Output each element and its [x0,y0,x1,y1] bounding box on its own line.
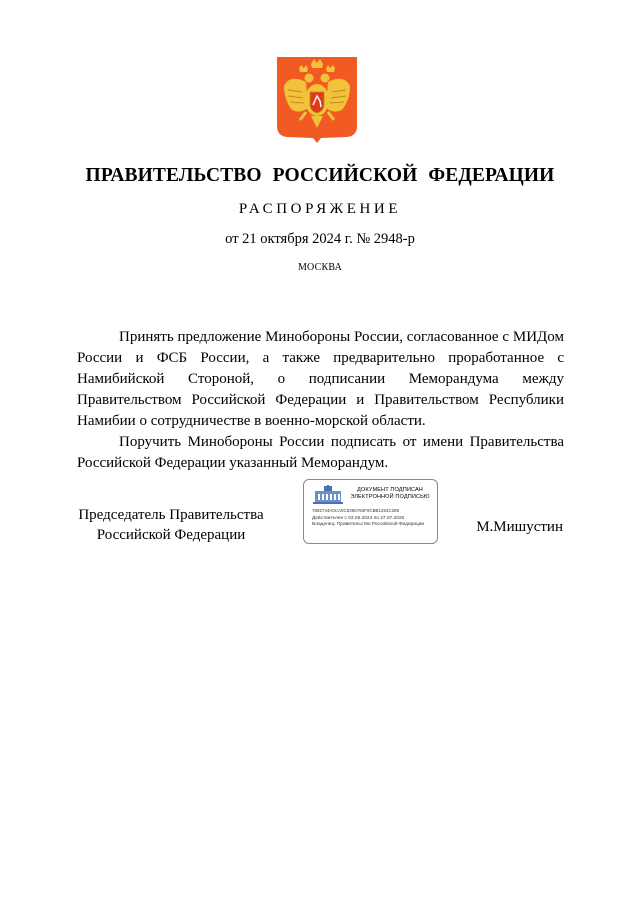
document-type: РАСПОРЯЖЕНИЕ [238,201,402,217]
stamp-heading-line: ЭЛЕКТРОННОЙ ПОДПИСЬЮ [350,494,430,500]
electronic-signature-stamp [303,479,438,544]
government-building-icon [312,485,344,505]
certificate-serial: 7882744A0CA0C8396783F0CBB1253C386 [312,508,400,513]
body-paragraph: Принять предложение Минобороны России, согласованное с МИДом России и ФСБ России, а также предварительно проработанное с Намибийской Стороной, о подписании Меморандума между Правительством Российской Федерации и Правительством Республики Намибии о сотрудничестве в военно-морской области. [77,329,564,429]
certificate-owner: Владелец: Правительство Российской Федерации [312,522,425,527]
coat-of-arms-icon [276,56,358,144]
certificate-validity: Действителен с 03.05.2024 по 27.07.2025 [312,516,405,521]
stamp-heading-line: ДОКУМЕНТ ПОДПИСАН [357,487,423,493]
document-date-number: от 21 октября 2024 г. № 2948-р [225,231,415,247]
document-body [77,327,564,474]
government-title: ПРАВИТЕЛЬСТВО РОССИЙСКОЙ ФЕДЕРАЦИИ [85,165,555,186]
signer-title [76,505,266,545]
body-paragraph: Поручить Минобороны России подписать от имени Правительства Российской Федерации указанный Меморандум. [77,434,564,471]
signer-title-line: Российской Федерации [96,527,246,543]
signer-title-line: Председатель Правительства [78,507,264,523]
stamp-heading [344,487,436,501]
signer-name: М.Мишустин [476,519,563,535]
document-city: МОСКВА [297,262,343,273]
